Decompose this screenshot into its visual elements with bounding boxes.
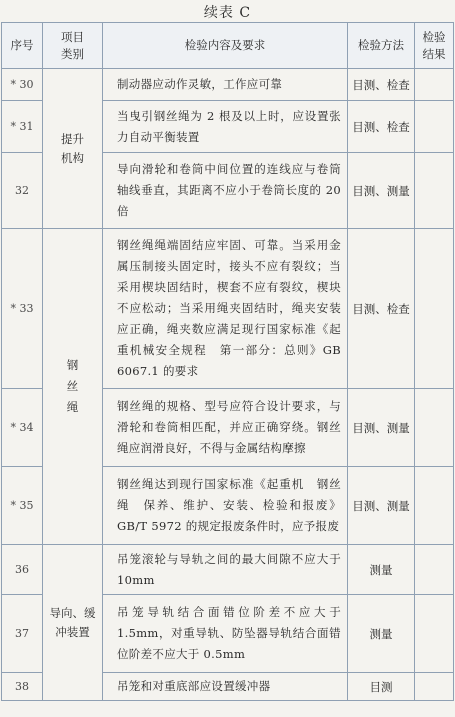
row-content: 钢丝绳达到现行国家标准《起重机 钢丝绳 保养、维护、安装、检验和报废》GB/T 5972 的规定报废条件时，应予报废: [103, 467, 348, 545]
header-content: 检验内容及要求: [103, 23, 348, 69]
row-method: 测量: [348, 545, 415, 595]
row-number: * 30: [2, 69, 43, 101]
row-method: 目测、检查: [348, 101, 415, 153]
header-method: 检验方法: [348, 23, 415, 69]
header-row: [2, 23, 454, 69]
row-number: 32: [2, 153, 43, 229]
row-method: 目测、测量: [348, 153, 415, 229]
row-number: 36: [2, 545, 43, 595]
category-lift: 提升机构: [43, 69, 103, 229]
row-number: * 31: [2, 101, 43, 153]
row-content: 吊笼和对重底部应设置缓冲器: [103, 673, 348, 701]
row-content: 吊笼滚轮与导轨之间的最大间隙不应大于 10mm: [103, 545, 348, 595]
inspection-table: [1, 22, 454, 701]
row-result: [415, 467, 454, 545]
row-result: [415, 545, 454, 595]
row-number: * 34: [2, 389, 43, 467]
row-content: 制动器应动作灵敏，工作应可靠: [103, 69, 348, 101]
row-result: [415, 229, 454, 389]
header-category: 项目类别: [43, 23, 103, 69]
row-method: 目测、测量: [348, 389, 415, 467]
row-method: 目测、测量: [348, 467, 415, 545]
row-method: 目测、检查: [348, 229, 415, 389]
row-number: 37: [2, 595, 43, 673]
table-row: [2, 229, 454, 389]
row-content: 钢丝绳绳端固结应牢固、可靠。当采用金属压制接头固定时，接头不应有裂纹；当采用楔块固结时，楔套不应有裂纹，楔块不应松动；当采用绳夹固结时，绳夹安装应正确，绳夹数应满足现行国家标准《起重机械安全规程 第一部分：总则》GB 6067.1 的要求: [103, 229, 348, 389]
header-result: 检验结果: [415, 23, 454, 69]
row-result: [415, 153, 454, 229]
category-guide: 导向、缓冲装置: [43, 545, 103, 701]
row-content: 当曳引钢丝绳为 2 根及以上时，应设置张力自动平衡装置: [103, 101, 348, 153]
row-number: * 33: [2, 229, 43, 389]
table-row: [2, 545, 454, 595]
table-row: [2, 69, 454, 101]
row-content: 导向滑轮和卷筒中间位置的连线应与卷筒轴线垂直，其距离不应小于卷筒长度的 20 倍: [103, 153, 348, 229]
category-rope: 钢丝绳: [43, 229, 103, 545]
row-content: 吊笼导轨结合面错位阶差不应大于 1.5mm，对重导轨、防坠器导轨结合面错位阶差不应大于 0.5mm: [103, 595, 348, 673]
row-method: 目测、检查: [348, 69, 415, 101]
header-seq: 序号: [2, 23, 43, 69]
row-number: 38: [2, 673, 43, 701]
row-result: [415, 69, 454, 101]
row-method: 测量: [348, 595, 415, 673]
row-method: 目测: [348, 673, 415, 701]
row-result: [415, 389, 454, 467]
row-result: [415, 673, 454, 701]
row-number: * 35: [2, 467, 43, 545]
row-content: 钢丝绳的规格、型号应符合设计要求，与滑轮和卷筒相匹配，并应正确穿绕。钢丝绳应润滑良好，不得与金属结构摩擦: [103, 389, 348, 467]
row-result: [415, 595, 454, 673]
table-caption: 续表 C: [203, 5, 252, 21]
row-result: [415, 101, 454, 153]
